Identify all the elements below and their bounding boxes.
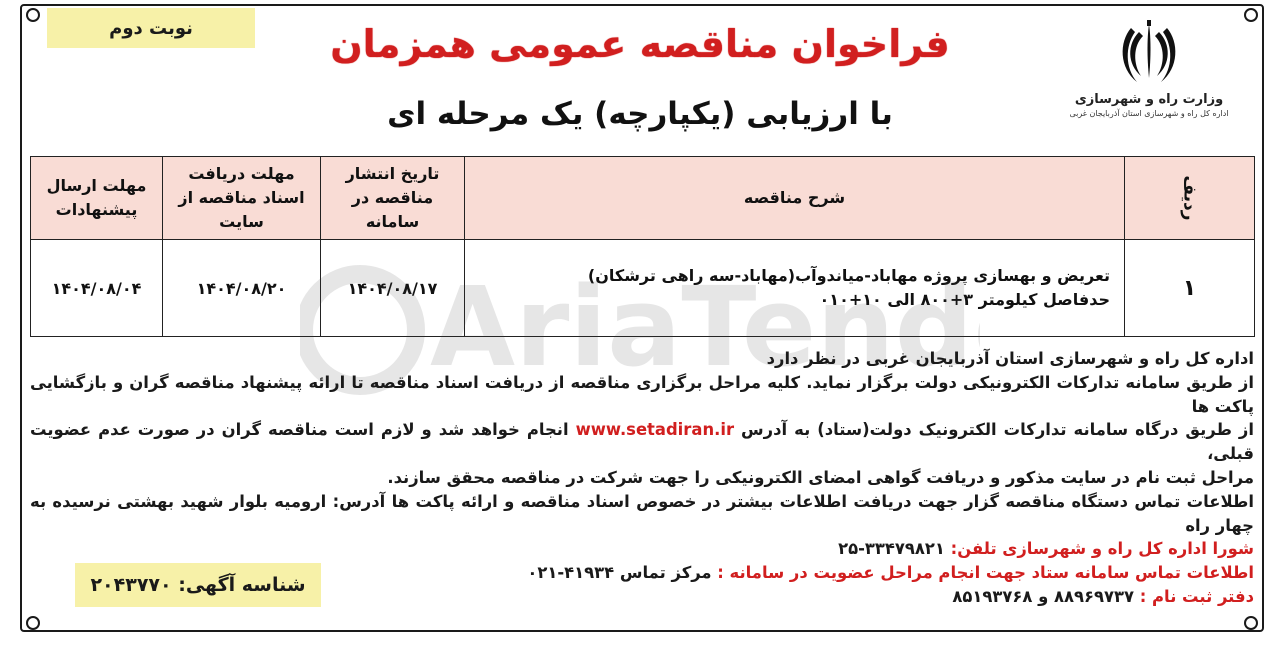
table-header-row [31, 157, 1255, 240]
description-line: حدفاصل کیلومتر ۳+۸۰۰ الی ۱۰+۰۱۰ [819, 290, 1110, 309]
description-line: تعریض و بهسازی پروژه مهاباد-میاندوآب(مهاباد-سه راهی ترشکان) [587, 266, 1110, 285]
page-subtitle: با ارزیابی (یکپارچه) یک مرحله ای [387, 96, 893, 132]
body-line [30, 537, 1254, 561]
setad-contact-value: مرکز تماس ۴۱۹۳۴-۰۲۱ [527, 563, 712, 583]
body-line: مراحل ثبت نام در سایت مذکور و دریافت گواهی امضای الکترونیکی را جهت شرکت در مناقصه محقق سازند. [387, 467, 1254, 487]
body-line: از طریق سامانه تدارکات الکترونیکی دولت برگزار نماید. کلیه مراحل برگزاری مناقصه از دریافت اسناد مناقصه تا ارائه پیشنهاد مناقصه گران و بازگشایی پاکت ها [30, 372, 1254, 416]
corner-ornament [26, 8, 40, 22]
ministry-logo [1050, 18, 1248, 150]
logo-ministry-name: وزارت راه و شهرسازی [1074, 92, 1224, 107]
cell-description [465, 240, 1125, 337]
header-row-num: ردیف [1125, 157, 1255, 240]
cell-publish-date: ۱۴۰۴/۰۸/۱۷ [321, 240, 465, 337]
iran-emblem-icon [1117, 18, 1181, 88]
header-description: شرح مناقصه [465, 157, 1125, 240]
header-bid-deadline: مهلت ارسال پیشنهادات [31, 157, 163, 240]
setad-contact-label: اطلاعات تماس سامانه ستاد جهت انجام مراحل عضویت در سامانه : [717, 563, 1254, 583]
table-row [31, 240, 1255, 337]
contact-label: شورا اداره کل راه و شهرسازی تلفن: [950, 539, 1254, 559]
ad-id-badge: شناسه آگهی: ۲۰۴۳۷۷۰ [75, 563, 321, 607]
tender-table [30, 156, 1255, 337]
corner-ornament [1244, 616, 1258, 630]
registration-label: دفتر ثبت نام : [1139, 586, 1254, 606]
logo-office-name: اداره کل راه و شهرسازی استان آذربایجان غربی [1069, 109, 1229, 118]
round-badge: نوبت دوم [47, 8, 255, 48]
body-line: اطلاعات تماس دستگاه مناقصه گزار جهت دریافت اطلاعات بیشتر در خصوص اسناد مناقصه و ارائه پاکت ها آدرس: ارومیه بلوار شهید بهشتی نرسیده به چهار راه [30, 491, 1254, 535]
registration-phones: ۸۸۹۶۹۷۳۷ و ۸۵۱۹۳۷۶۸ [952, 586, 1135, 606]
header-publish-date: تاریخ انتشار مناقصه در سامانه [321, 157, 465, 240]
contact-phone: ۳۳۴۷۹۸۲۱-۲۵ [838, 539, 945, 559]
body-line: اداره کل راه و شهرسازی استان آذربایجان غربی در نظر دارد [766, 349, 1254, 368]
header-doc-deadline: مهلت دریافت اسناد مناقصه از سایت [163, 157, 321, 240]
cell-bid-deadline: ۱۴۰۴/۰۸/۰۴ [31, 240, 163, 337]
setad-link[interactable]: www.setadiran.ir [575, 420, 735, 440]
corner-ornament [26, 616, 40, 630]
page-title: فراخوان مناقصه عمومی همزمان [330, 22, 950, 66]
body-line: از طریق درگاه سامانه تدارکات الکترونیک دولت(ستاد) به آدرس www.setadiran.ir انجام خواهد شد و لازم است مناقصه گران در صورت عدم عضویت قبلی، [30, 420, 1254, 464]
cell-row-num: ۱ [1125, 240, 1255, 337]
cell-doc-deadline: ۱۴۰۴/۰۸/۲۰ [163, 240, 321, 337]
